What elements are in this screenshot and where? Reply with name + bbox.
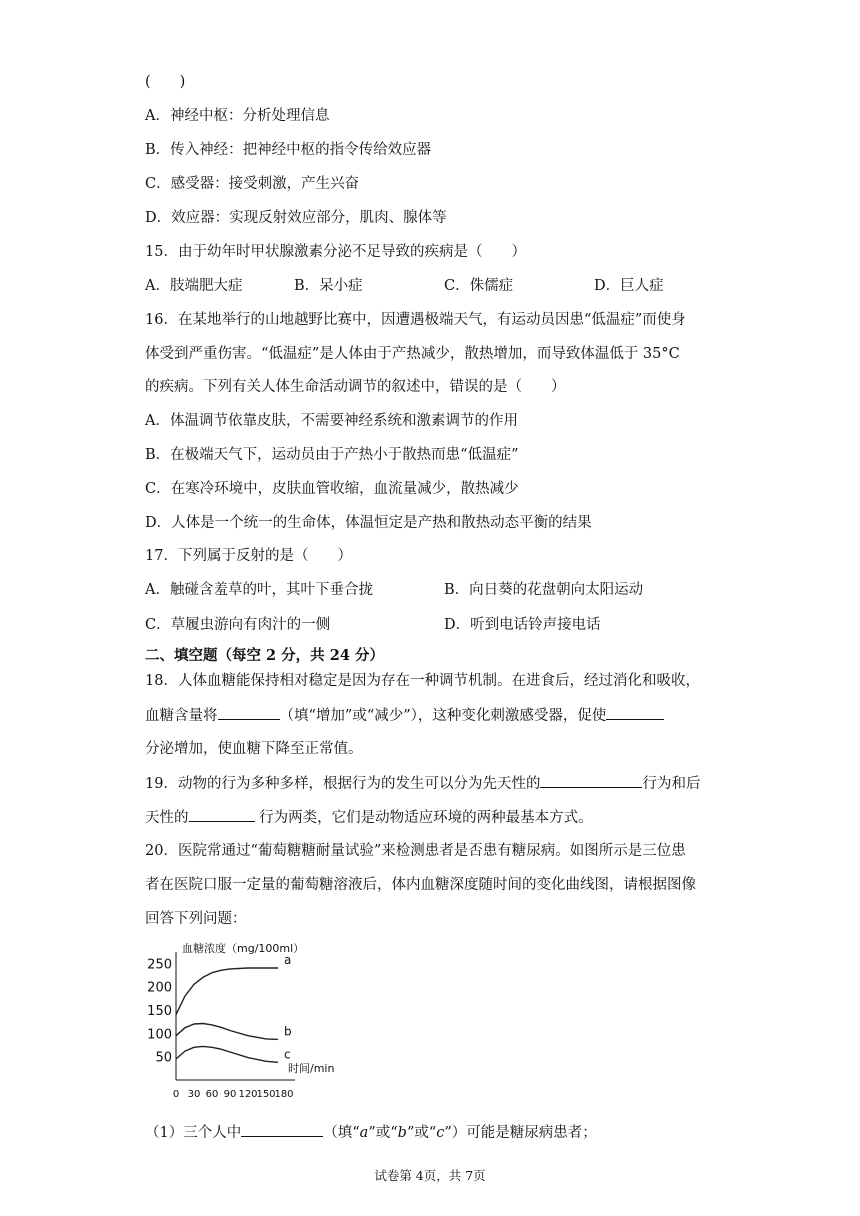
- page-footer: 试卷第 4页，共 7页: [374, 1168, 486, 1183]
- series-line-a: [176, 968, 278, 1015]
- q17-option-c: C．草履虫游向有肉汁的一侧: [145, 617, 331, 633]
- x-tick-label: 180: [274, 1089, 294, 1100]
- section-2-title: 二、填空题（每空 2 分，共 24 分）: [145, 647, 384, 664]
- q15-option-c: C．侏儒症: [444, 278, 514, 294]
- q18-line-1: 18．人体血糖能保持相对稳定是因为存在一种调节机制。在进食后，经过消化和吸收，: [145, 673, 700, 689]
- q20-sub-1-text-a: （1）三个人中: [145, 1125, 242, 1141]
- q20-sub-1-text-e: ”）可能是糖尿病患者；: [444, 1125, 597, 1141]
- q19-blank-1[interactable]: [540, 773, 642, 788]
- q19-text-c: 天性的: [145, 810, 189, 826]
- q16-stem-line-3: 的疾病。下列有关人体生命活动调节的叙述中，错误的是（ ）: [145, 379, 566, 395]
- q20-sub-1: [145, 1122, 597, 1143]
- q17-stem: 17．下列属于反射的是（ ）: [145, 548, 352, 564]
- q17-option-d: D．听到电话铃声接电话: [444, 617, 601, 633]
- q18-text-b: （填“增加”或“减少”），这种变化刺激感受器，促使: [279, 708, 607, 724]
- q16-option-a: A．体温调节依靠皮肤，不需要神经系统和激素调节的作用: [145, 413, 518, 429]
- q20-letter-c: c: [436, 1125, 445, 1141]
- q20-sub-1-text-d: ”或“: [406, 1125, 437, 1141]
- x-tick-label: 30: [187, 1089, 201, 1100]
- series-label-c: c: [284, 1047, 291, 1062]
- blood-glucose-chart: [140, 938, 380, 1108]
- y-tick-label: 200: [147, 980, 172, 996]
- x-tick-label: 0: [172, 1089, 180, 1100]
- q19-text-a: 19．动物的行为多种多样，根据行为的发生可以分为先天性的: [145, 776, 541, 792]
- x-tick-label: 120: [238, 1089, 258, 1100]
- series-label-b: b: [284, 1024, 292, 1039]
- q19-text-b: 行为和后: [642, 776, 701, 792]
- chart-ticks: [147, 957, 293, 1100]
- q15-option-d: D．巨人症: [594, 278, 664, 294]
- x-tick-label: 90: [223, 1089, 237, 1100]
- q20-line-2: 者在医院口服一定量的葡萄糖溶液后，体内血糖深度随时间的变化曲线图，请根据图像: [145, 877, 696, 893]
- q15-stem: 15．由于幼年时甲状腺激素分泌不足导致的疾病是（ ）: [145, 244, 526, 260]
- y-tick-label: 50: [155, 1050, 172, 1066]
- y-tick-label: 150: [147, 1004, 172, 1019]
- x-tick-label: 60: [205, 1089, 219, 1100]
- q18-blank-2[interactable]: [606, 705, 664, 720]
- q16-stem-line-1: 16．在某地举行的山地越野比赛中，因遭遇极端天气，有运动员因患“低温症”而使身: [145, 312, 686, 328]
- x-tick-label: 150: [256, 1089, 276, 1100]
- q18-line-3: 分泌增加，使血糖下降至正常值。: [145, 741, 363, 757]
- q19-text-d: 行为两类，它们是动物适应环境的两种最基本方式。: [254, 810, 593, 826]
- q14-option-c: C．感受器：接受刺激，产生兴奋: [145, 176, 360, 192]
- q20-sub-1-text-b: （填“: [323, 1125, 360, 1141]
- q19-line-2: [145, 807, 593, 828]
- q19-blank-2[interactable]: [189, 807, 255, 822]
- q19-line-1: [145, 773, 700, 794]
- q17-option-a: A．触碰含羞草的叶，其叶下垂合拢: [145, 582, 373, 598]
- chart-series-lines: [176, 953, 292, 1062]
- q14-answer-paren: ( ): [145, 74, 186, 90]
- q20-blank-1[interactable]: [241, 1122, 323, 1137]
- q18-line-2: [145, 705, 664, 726]
- q16-stem-line-2: 体受到严重伤害。“低温症”是人体由于产热减少，散热增加，而导致体温低于 35°C: [145, 346, 680, 362]
- q18-blank-1[interactable]: [218, 705, 280, 720]
- q15-option-b: B．呆小症: [294, 278, 363, 294]
- q16-option-b: B．在极端天气下，运动员由于产热小于散热而患“低温症”: [145, 447, 519, 463]
- q16-option-d: D．人体是一个统一的生命体，体温恒定是产热和散热动态平衡的结果: [145, 515, 592, 531]
- q20-letter-a: a: [359, 1125, 369, 1141]
- q20-line-1: 20．医院常通过“葡萄糖糖耐量试验”来检测患者是否患有糖尿病。如图所示是三位患: [145, 843, 686, 859]
- q18-text-a: 血糖含量将: [145, 708, 218, 724]
- q17-option-b: B．向日葵的花盘朝向太阳运动: [444, 582, 644, 598]
- q20-letter-b: b: [397, 1125, 407, 1141]
- q14-option-d: D．效应器：实现反射效应部分，肌肉、腺体等: [145, 210, 447, 226]
- q14-option-a: A．神经中枢：分析处理信息: [145, 108, 330, 124]
- q20-sub-1-text-c: ”或“: [368, 1125, 398, 1141]
- chart-xlabel: 时间/min: [288, 1062, 335, 1075]
- series-label-a: a: [284, 953, 292, 967]
- y-tick-label: 250: [147, 957, 172, 973]
- q16-option-c: C．在寒冷环境中，皮肤血管收缩，血流量减少，散热减少: [145, 481, 519, 497]
- chart-ylabel: 血糖浓度（mg/100ml）: [182, 942, 305, 955]
- series-line-b: [176, 1024, 278, 1040]
- q20-line-3: 回答下列问题：: [145, 911, 247, 927]
- series-line-c: [176, 1046, 278, 1062]
- q14-option-b: B．传入神经：把神经中枢的指令传给效应器: [145, 142, 432, 158]
- y-tick-label: 100: [147, 1027, 172, 1043]
- q15-option-a: A．肢端肥大症: [145, 278, 243, 294]
